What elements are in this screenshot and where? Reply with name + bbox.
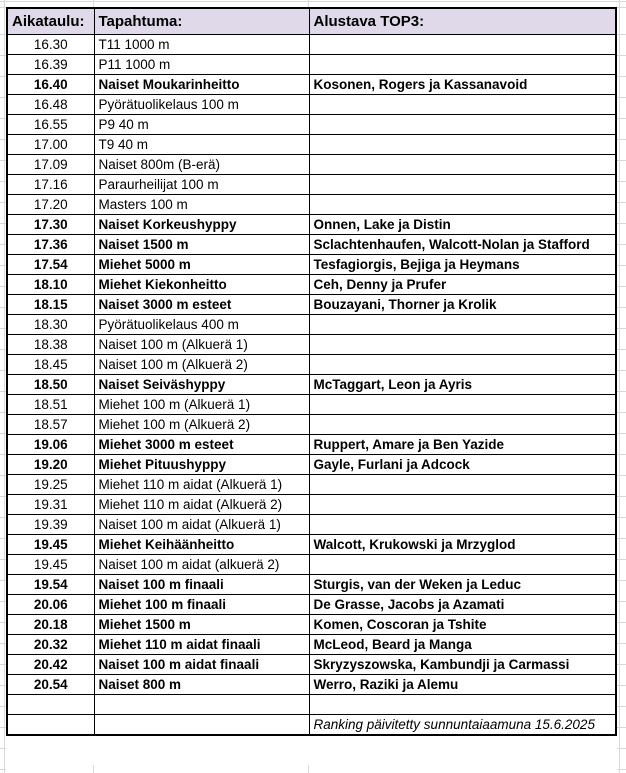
table-row — [7, 675, 616, 695]
top3-cell[interactable]: Sclachtenhaufen, Walcott-Nolan ja Stafford — [309, 235, 616, 255]
top3-cell[interactable] — [309, 195, 616, 215]
top3-cell[interactable]: Skryzyszowska, Kambundji ja Carmassi — [309, 655, 616, 675]
column-header-top3[interactable]: Alustava TOP3: — [309, 8, 616, 35]
event-cell[interactable]: T11 1000 m — [94, 35, 309, 55]
table-row — [7, 255, 616, 275]
top3-cell[interactable] — [309, 175, 616, 195]
table-row — [7, 515, 616, 535]
time-cell[interactable]: 20.32 — [7, 635, 94, 655]
time-cell[interactable]: 18.38 — [7, 335, 94, 355]
column-header-time[interactable]: Aikataulu: — [7, 8, 94, 35]
gridline-col2 — [308, 0, 309, 7]
table-row — [7, 195, 616, 215]
table-row — [7, 435, 616, 455]
top3-cell[interactable] — [309, 135, 616, 155]
table-row — [7, 75, 616, 95]
event-cell[interactable] — [94, 695, 309, 715]
top3-cell[interactable]: Ruppert, Amare ja Ben Yazide — [309, 435, 616, 455]
top3-cell[interactable] — [309, 695, 616, 715]
table-row — [7, 215, 616, 235]
time-cell[interactable]: 17.54 — [7, 255, 94, 275]
table-row — [7, 715, 616, 736]
column-header-event[interactable]: Tapahtuma: — [94, 8, 309, 35]
event-cell[interactable]: Masters 100 m — [94, 195, 309, 215]
event-cell[interactable]: Miehet Keihäänheitto — [94, 535, 309, 555]
event-cell[interactable]: Miehet 110 m aidat (Alkuerä 1) — [94, 475, 309, 495]
time-cell[interactable]: 20.42 — [7, 655, 94, 675]
event-cell[interactable]: Miehet Pituushyppy — [94, 455, 309, 475]
top3-cell[interactable] — [309, 335, 616, 355]
top3-cell[interactable]: Bouzayani, Thorner ja Krolik — [309, 295, 616, 315]
table-body — [7, 35, 616, 736]
top3-cell[interactable]: Kosonen, Rogers ja Kassanavoid — [309, 75, 616, 95]
time-cell[interactable]: 19.20 — [7, 455, 94, 475]
top3-cell[interactable] — [309, 115, 616, 135]
top3-cell[interactable] — [309, 355, 616, 375]
table-row — [7, 495, 616, 515]
top3-cell[interactable] — [309, 55, 616, 75]
event-cell[interactable]: Naiset 100 m aidat (alkuerä 2) — [94, 555, 309, 575]
row-gridline-ticks-right — [617, 34, 626, 770]
time-cell[interactable]: 18.51 — [7, 395, 94, 415]
table-row — [7, 175, 616, 195]
top3-cell[interactable] — [309, 315, 616, 335]
time-cell[interactable] — [7, 695, 94, 715]
time-cell[interactable]: 16.40 — [7, 75, 94, 95]
top3-cell[interactable]: Onnen, Lake ja Distin — [309, 215, 616, 235]
event-cell[interactable]: Naiset 800 m — [94, 675, 309, 695]
event-cell[interactable]: Naiset 100 m (Alkuerä 2) — [94, 355, 309, 375]
top3-cell[interactable] — [309, 555, 616, 575]
event-cell[interactable]: Naiset 1500 m — [94, 235, 309, 255]
time-cell[interactable]: 19.45 — [7, 535, 94, 555]
table-header — [7, 8, 616, 35]
time-cell[interactable]: 17.30 — [7, 215, 94, 235]
table-row — [7, 615, 616, 635]
event-cell[interactable]: T9 40 m — [94, 135, 309, 155]
time-cell[interactable]: 17.09 — [7, 155, 94, 175]
event-cell[interactable]: Miehet 5000 m — [94, 255, 309, 275]
time-cell[interactable]: 17.00 — [7, 135, 94, 155]
time-cell[interactable]: 16.48 — [7, 95, 94, 115]
event-cell[interactable]: Miehet 100 m (Alkuerä 1) — [94, 395, 309, 415]
event-cell[interactable]: Paraurheilijat 100 m — [94, 175, 309, 195]
time-cell[interactable]: 18.45 — [7, 355, 94, 375]
time-cell[interactable]: 20.54 — [7, 675, 94, 695]
table-row — [7, 115, 616, 135]
top3-cell[interactable]: Werro, Raziki ja Alemu — [309, 675, 616, 695]
table-row — [7, 335, 616, 355]
table-row — [7, 655, 616, 675]
time-cell[interactable]: 18.50 — [7, 375, 94, 395]
time-cell[interactable]: 17.16 — [7, 175, 94, 195]
event-cell[interactable]: Naiset 100 m (Alkuerä 1) — [94, 335, 309, 355]
gridline-col2-bottom — [308, 765, 309, 773]
gridline-table-top-right — [617, 7, 626, 8]
table-row — [7, 415, 616, 435]
time-cell[interactable]: 18.30 — [7, 315, 94, 335]
table-row — [7, 375, 616, 395]
top3-cell[interactable] — [309, 475, 616, 495]
top3-cell[interactable] — [309, 395, 616, 415]
event-cell[interactable]: Miehet 1500 m — [94, 615, 309, 635]
time-cell[interactable]: 19.39 — [7, 515, 94, 535]
table-row — [7, 275, 616, 295]
table-row — [7, 35, 616, 55]
event-cell[interactable]: Miehet Kiekonheitto — [94, 275, 309, 295]
event-cell[interactable]: Miehet 100 m finaali — [94, 595, 309, 615]
table-row — [7, 575, 616, 595]
top3-cell[interactable]: McTaggart, Leon ja Ayris — [309, 375, 616, 395]
time-cell[interactable]: 16.30 — [7, 35, 94, 55]
event-cell[interactable]: Miehet 110 m aidat finaali — [94, 635, 309, 655]
top3-cell[interactable]: Tesfagiorgis, Bejiga ja Heymans — [309, 255, 616, 275]
event-cell[interactable]: P9 40 m — [94, 115, 309, 135]
table-row — [7, 635, 616, 655]
table-row — [7, 155, 616, 175]
table-row — [7, 555, 616, 575]
time-cell[interactable]: 18.10 — [7, 275, 94, 295]
time-cell[interactable]: 19.45 — [7, 555, 94, 575]
time-cell[interactable]: 20.18 — [7, 615, 94, 635]
event-cell[interactable]: Naiset 100 m aidat (Alkuerä 1) — [94, 515, 309, 535]
top3-cell[interactable] — [309, 495, 616, 515]
time-cell[interactable] — [7, 715, 94, 736]
top3-cell[interactable] — [309, 95, 616, 115]
event-cell[interactable]: Miehet 110 m aidat (Alkuerä 2) — [94, 495, 309, 515]
event-cell[interactable]: Miehet 100 m (Alkuerä 2) — [94, 415, 309, 435]
top3-cell[interactable]: Sturgis, van der Weken ja Leduc — [309, 575, 616, 595]
event-cell[interactable]: Pyörätuolikelaus 400 m — [94, 315, 309, 335]
top3-cell[interactable]: Walcott, Krukowski ja Mrzyglod — [309, 535, 616, 555]
top3-cell[interactable]: De Grasse, Jacobs ja Azamati — [309, 595, 616, 615]
header-row — [7, 8, 616, 35]
table-row — [7, 455, 616, 475]
event-cell[interactable]: Miehet 3000 m esteet — [94, 435, 309, 455]
event-cell[interactable]: Naiset Moukarinheitto — [94, 75, 309, 95]
top3-cell[interactable] — [309, 155, 616, 175]
event-cell[interactable]: P11 1000 m — [94, 55, 309, 75]
event-cell[interactable]: Naiset 100 m aidat finaali — [94, 655, 309, 675]
table-row — [7, 535, 616, 555]
time-cell[interactable]: 16.39 — [7, 55, 94, 75]
event-cell[interactable] — [94, 715, 309, 736]
table-row — [7, 95, 616, 115]
time-cell[interactable]: 19.31 — [7, 495, 94, 515]
event-cell[interactable]: Naiset 3000 m esteet — [94, 295, 309, 315]
top3-cell[interactable] — [309, 515, 616, 535]
table-row — [7, 315, 616, 335]
top3-cell[interactable] — [309, 415, 616, 435]
table-row — [7, 475, 616, 495]
gridline-col1 — [93, 0, 94, 7]
table-row — [7, 55, 616, 75]
event-cell[interactable]: Pyörätuolikelaus 100 m — [94, 95, 309, 115]
event-cell[interactable]: Naiset 100 m finaali — [94, 575, 309, 595]
time-cell[interactable]: 19.06 — [7, 435, 94, 455]
time-cell[interactable]: 17.20 — [7, 195, 94, 215]
time-cell[interactable]: 20.06 — [7, 595, 94, 615]
table-row — [7, 135, 616, 155]
event-cell[interactable]: Naiset 800m (B-erä) — [94, 155, 309, 175]
top3-cell[interactable]: Gayle, Furlani ja Adcock — [309, 455, 616, 475]
top3-cell[interactable] — [309, 35, 616, 55]
time-cell[interactable]: 18.57 — [7, 415, 94, 435]
table-row — [7, 695, 616, 715]
table-row — [7, 235, 616, 255]
top3-cell[interactable]: Komen, Coscoran ja Tshite — [309, 615, 616, 635]
event-cell[interactable]: Naiset Korkeushyppy — [94, 215, 309, 235]
table-row — [7, 395, 616, 415]
table-row — [7, 295, 616, 315]
time-cell[interactable]: 17.36 — [7, 235, 94, 255]
time-cell[interactable]: 16.55 — [7, 115, 94, 135]
gridline-col1-bottom — [93, 765, 94, 773]
time-cell[interactable]: 18.15 — [7, 295, 94, 315]
event-cell[interactable]: Naiset Seiväshyppy — [94, 375, 309, 395]
table-row — [7, 355, 616, 375]
schedule-table — [6, 7, 617, 736]
top3-cell[interactable]: Ceh, Denny ja Prufer — [309, 275, 616, 295]
time-cell[interactable]: 19.25 — [7, 475, 94, 495]
ranking-note[interactable]: Ranking päivitetty sunnuntaiaamuna 15.6.2025 — [309, 715, 616, 736]
top3-cell[interactable]: McLeod, Beard ja Manga — [309, 635, 616, 655]
table-row — [7, 595, 616, 615]
time-cell[interactable]: 19.54 — [7, 575, 94, 595]
